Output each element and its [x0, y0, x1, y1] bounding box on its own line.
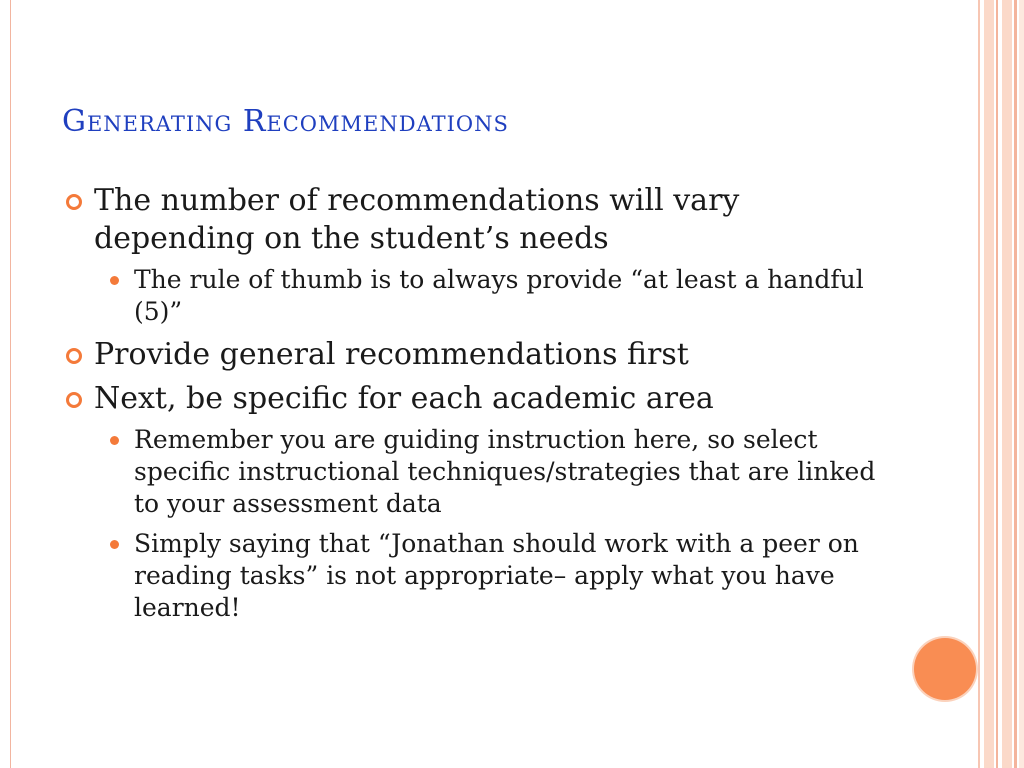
dot-bullet-icon — [110, 436, 119, 445]
right-decorative-stripes — [978, 0, 1024, 768]
left-border-line — [10, 0, 11, 768]
bullet-text: The number of recommendations will vary depending on the student’s needs — [94, 183, 740, 256]
ring-bullet-icon — [66, 194, 82, 210]
slide-title: Generating Recommendations — [62, 104, 509, 139]
sub-bullet-item — [64, 264, 884, 328]
sub-bullet-text: Remember you are guiding instruction here, so select specific instructional techniques/strategies that are linked to your assessment data — [134, 425, 876, 518]
sub-bullet-text: Simply saying that “Jonathan should work with a peer on reading tasks” is not appropriate– apply what you have learned! — [134, 529, 859, 622]
decorative-circle-icon — [914, 638, 976, 700]
dot-bullet-icon — [110, 276, 119, 285]
stripe — [1014, 0, 1017, 768]
ring-bullet-icon — [66, 348, 82, 364]
bullet-item — [64, 336, 884, 374]
stripe — [1019, 0, 1024, 768]
sub-bullet-text: The rule of thumb is to always provide “at least a handful (5)” — [134, 265, 864, 326]
stripe — [984, 0, 994, 768]
bullet-item — [64, 182, 884, 258]
bullet-list — [64, 182, 884, 632]
bullet-item — [64, 380, 884, 418]
sub-bullet-item — [64, 528, 884, 624]
stripe — [996, 0, 998, 768]
stripe — [978, 0, 980, 768]
dot-bullet-icon — [110, 540, 119, 549]
stripe — [1002, 0, 1012, 768]
sub-bullet-item — [64, 424, 884, 520]
bullet-text: Provide general recommendations first — [94, 337, 689, 372]
ring-bullet-icon — [66, 392, 82, 408]
bullet-text: Next, be specific for each academic area — [94, 381, 714, 416]
